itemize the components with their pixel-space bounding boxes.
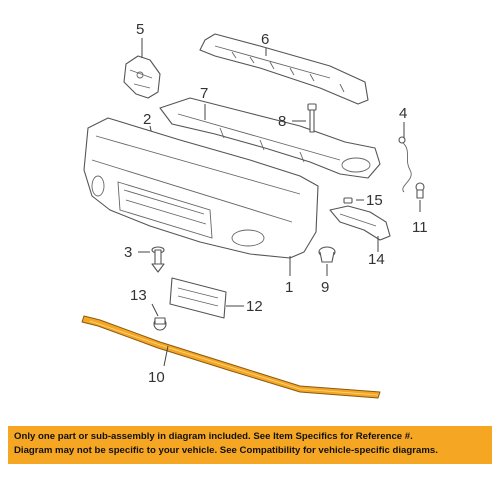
part-4-wire — [399, 137, 411, 192]
part-13-bolt — [154, 318, 166, 330]
disclaimer-line-1: Only one part or sub-assembly in diagram included. See Item Specifics for Reference #. — [14, 431, 413, 442]
callout-6: 6 — [261, 31, 270, 48]
part-8-bolt — [308, 104, 316, 132]
part-14-bracket — [330, 206, 390, 240]
callout-3: 3 — [124, 244, 133, 261]
callout-4: 4 — [399, 105, 408, 122]
callout-5: 5 — [136, 21, 145, 38]
part-12-plate-bracket — [170, 278, 226, 318]
callout-1: 1 — [285, 279, 294, 296]
part-3-pin — [152, 247, 164, 272]
part-11-fastener — [416, 183, 424, 198]
disclaimer-line-2: Diagram may not be specific to your vehicle. See Compatibility for vehicle-specific diagrams. — [14, 445, 438, 456]
callout-11: 11 — [412, 219, 428, 236]
callout-13: 13 — [130, 287, 147, 304]
part-10-lower-molding — [82, 316, 380, 398]
part-15-clip — [344, 198, 352, 203]
leader-13 — [152, 304, 158, 316]
callout-12: 12 — [246, 298, 263, 315]
callout-8: 8 — [278, 113, 287, 130]
part-6-reinforcement — [200, 34, 368, 104]
part-9-plug — [319, 247, 335, 262]
callout-9: 9 — [321, 279, 330, 296]
disclaimer-banner — [8, 426, 492, 464]
callout-14: 14 — [368, 251, 385, 268]
callout-2: 2 — [143, 111, 152, 128]
callout-10: 10 — [148, 369, 165, 386]
callout-7: 7 — [200, 85, 209, 102]
part-5-bracket — [124, 56, 160, 98]
callout-15: 15 — [366, 192, 383, 209]
